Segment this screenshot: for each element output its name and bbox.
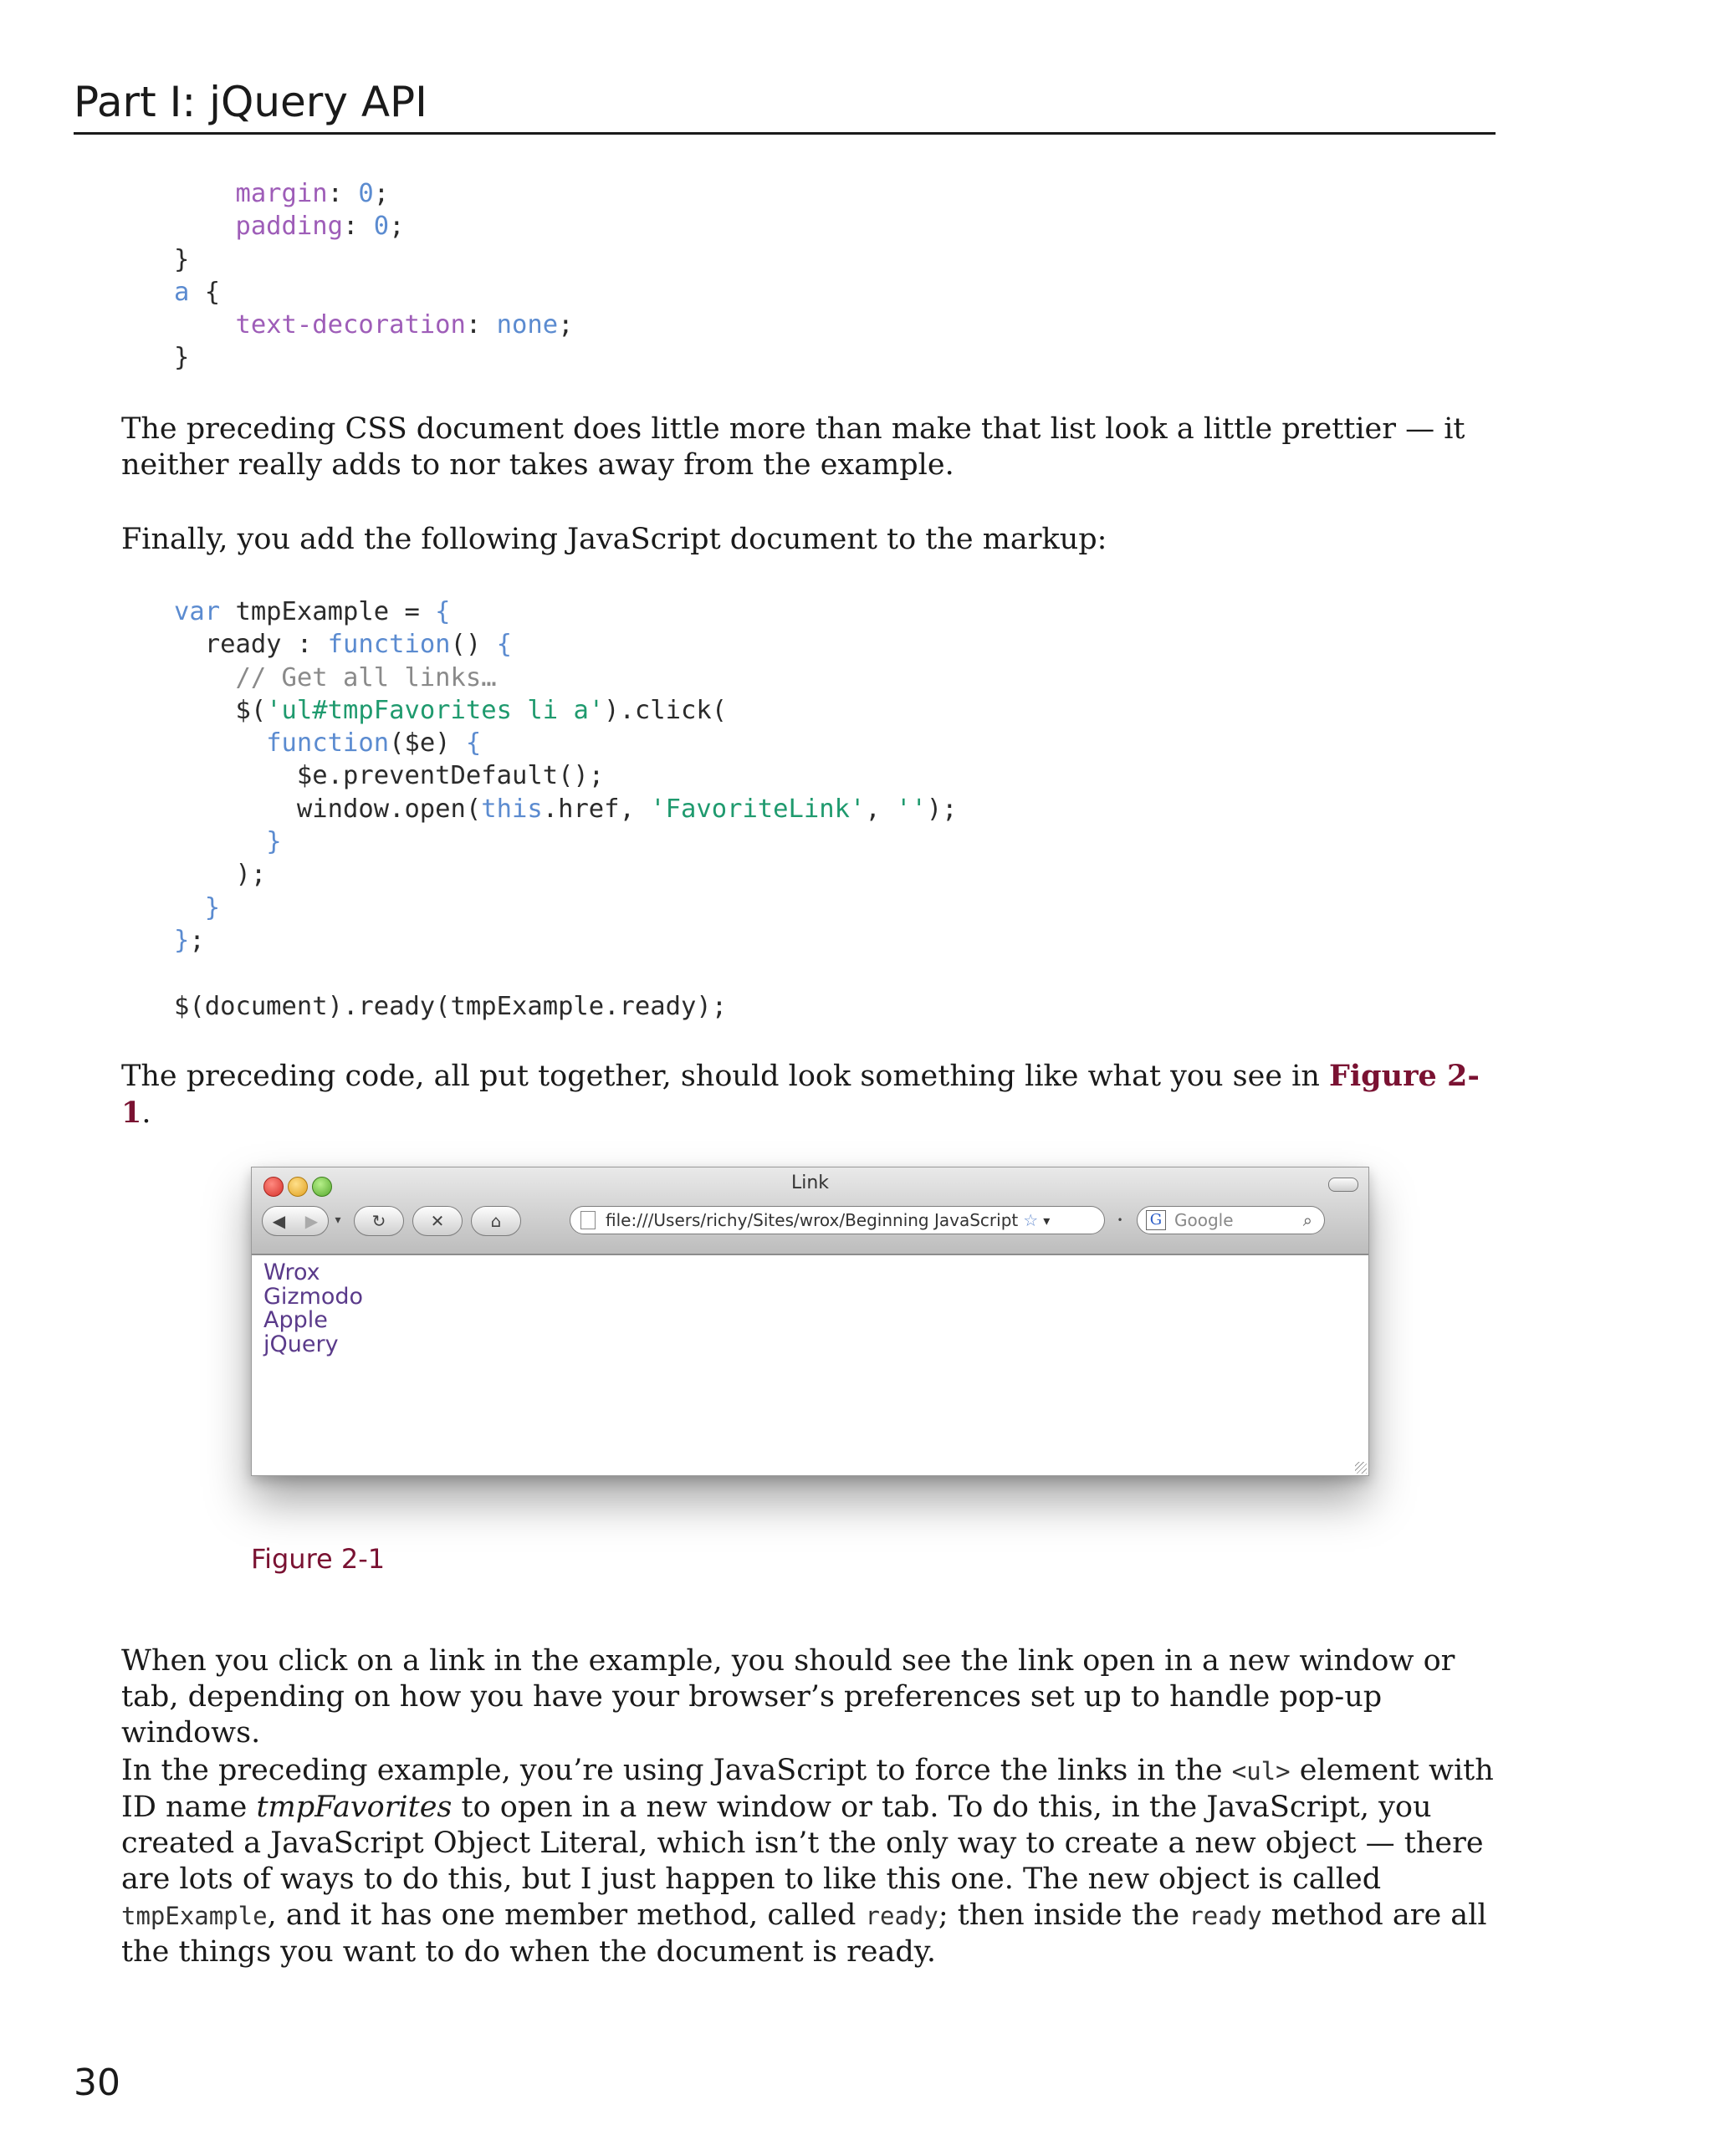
code-token: ready :	[174, 630, 328, 660]
code-token: }	[174, 925, 190, 955]
code-line	[174, 728, 481, 758]
p5-text-1: In the preceding example, you’re using JavaScript to force the links in the	[121, 1754, 1232, 1787]
page-number: 30	[74, 2061, 120, 2104]
code-line	[174, 860, 266, 889]
code-line	[174, 696, 727, 725]
code-token	[174, 893, 205, 922]
code-line	[174, 794, 958, 824]
code-token: ''	[896, 794, 927, 824]
code-token: ()	[450, 630, 497, 660]
code-line	[174, 926, 205, 955]
code-token: {	[189, 277, 221, 307]
code-token	[174, 827, 266, 856]
code-token: ;	[189, 925, 205, 955]
p5-code-ul: <ul>	[1231, 1757, 1291, 1786]
code-token: {	[496, 630, 513, 660]
p5-text-5: ; then inside the	[938, 1898, 1189, 1932]
code-token: 'ul#tmpFavorites li a'	[266, 695, 605, 725]
bookmark-star-icon[interactable]: ☆	[1023, 1210, 1039, 1230]
link-gizmodo[interactable]: Gizmodo	[263, 1283, 364, 1310]
history-dropdown-icon[interactable]: ▾	[335, 1213, 341, 1227]
code-token: ,	[865, 794, 897, 824]
search-box[interactable]	[1137, 1206, 1325, 1234]
code-token: {	[465, 728, 482, 759]
paragraph-intro-js: Finally, you add the following JavaScript document to the markup:	[121, 523, 1107, 556]
reload-button[interactable]	[354, 1206, 404, 1236]
code-token: text-decoration	[235, 310, 466, 340]
code-token	[174, 179, 235, 208]
home-button[interactable]	[471, 1206, 521, 1236]
separator-dot-icon: •	[1117, 1214, 1123, 1226]
code-token: 0	[358, 179, 374, 208]
window-title: Link	[790, 1173, 830, 1193]
paragraph-explanation	[121, 1753, 1501, 1970]
code-line	[174, 278, 220, 307]
code-token: }	[174, 244, 190, 274]
address-bar[interactable]	[570, 1206, 1105, 1234]
p5-code-tmpexample: tmpExample	[121, 1902, 268, 1930]
code-token: function	[266, 728, 390, 759]
code-line	[174, 310, 573, 340]
code-token: 'FavoriteLink'	[650, 794, 866, 824]
code-token: :	[327, 179, 359, 208]
code-token: {	[435, 597, 451, 626]
code-token: ;	[373, 179, 390, 208]
toolbar-toggle-button[interactable]	[1328, 1178, 1358, 1192]
code-line	[174, 245, 189, 274]
code-line	[174, 827, 282, 856]
header-title: Part I: jQuery API	[74, 78, 427, 126]
code-token	[174, 310, 235, 340]
code-token: :	[343, 212, 374, 242]
search-icon[interactable]: ⌕	[1302, 1210, 1312, 1230]
code-line	[174, 212, 404, 241]
code-token: ).click(	[604, 695, 728, 725]
code-token: ;	[389, 212, 405, 242]
code-token	[174, 663, 235, 692]
para3-end: .	[141, 1096, 151, 1130]
p5-text-6: method are all the things you want to do when the document is ready.	[121, 1898, 1487, 1969]
code-token: $(	[174, 695, 267, 725]
code-line	[174, 761, 604, 790]
browser-toolbar	[252, 1167, 1368, 1255]
code-token: var	[174, 597, 221, 626]
code-token: // Get all links…	[235, 662, 497, 692]
reload-icon: ↻	[371, 1211, 386, 1231]
code-token: );	[174, 860, 267, 890]
code-line	[174, 179, 389, 208]
code-line	[174, 597, 451, 626]
code-token	[174, 212, 235, 241]
css-code-block	[174, 177, 573, 375]
code-token: none	[496, 310, 559, 340]
code-token: ($e)	[389, 728, 466, 759]
page-icon	[580, 1211, 596, 1229]
p5-code-ready-1: ready	[865, 1902, 938, 1930]
code-line	[174, 992, 727, 1021]
paragraph-figure-intro	[121, 1058, 1501, 1132]
p5-code-ready-2: ready	[1189, 1902, 1262, 1930]
code-token: $e.preventDefault();	[174, 761, 605, 791]
resize-grip-icon[interactable]	[1355, 1462, 1367, 1474]
code-token: margin	[235, 179, 328, 208]
code-token: :	[465, 310, 497, 340]
code-token: ;	[558, 310, 574, 340]
code-token: .href,	[542, 794, 651, 824]
code-line	[174, 630, 512, 659]
code-token: }	[266, 827, 282, 857]
back-forward-buttons[interactable]	[262, 1206, 329, 1236]
code-token: padding	[235, 212, 343, 242]
running-header	[74, 77, 1496, 135]
url-dropdown-icon[interactable]: ▾	[1043, 1212, 1051, 1229]
code-token: function	[327, 630, 451, 660]
code-token	[174, 728, 266, 758]
code-token: }	[204, 892, 221, 922]
p5-text-3: to open in a new window or tab. To do this, in the JavaScript, you created a JavaScript Object Literal, which isn’t the only way to create a new object — there are lots of ways to do this, but I just happen to like this one. The new object is called	[121, 1791, 1484, 1896]
code-token: );	[926, 794, 958, 824]
code-token: window.open(	[174, 794, 482, 824]
code-token: a	[174, 277, 190, 307]
home-icon: ⌂	[490, 1211, 502, 1231]
link-wrox[interactable]: Wrox	[263, 1259, 320, 1285]
code-line	[174, 343, 189, 372]
paragraph-css-note: The preceding CSS document does little more than make that list look a little prettier — it neither really adds to nor takes away from the example.	[121, 412, 1465, 482]
paragraph-link-behavior: When you click on a link in the example, you should see the link open in a new window or tab, depending on how you have your browser’s preferences set up to handle pop-up windows.	[121, 1644, 1455, 1750]
link-jquery[interactable]: jQuery	[263, 1331, 339, 1357]
para3-text: The preceding code, all put together, should look something like what you see in	[121, 1060, 1330, 1093]
forward-arrow-icon[interactable]: ▶	[304, 1211, 319, 1231]
code-token: $(document).ready(tmpExample.ready);	[174, 991, 728, 1021]
figure-caption: Figure 2-1	[251, 1543, 386, 1575]
code-token: tmpExample =	[220, 597, 436, 626]
code-token: 0	[373, 212, 390, 242]
link-apple[interactable]: Apple	[263, 1307, 328, 1333]
code-line	[174, 893, 220, 922]
favorites-list	[263, 1261, 363, 1356]
address-text: file:///Users/richy/Sites/wrox/Beginning JavaScript	[606, 1210, 1019, 1230]
stop-button[interactable]	[412, 1206, 463, 1236]
js-code-block	[174, 595, 958, 1023]
google-engine-icon[interactable]: G	[1146, 1210, 1166, 1230]
back-arrow-icon[interactable]: ◀	[272, 1211, 286, 1231]
code-token: }	[174, 343, 190, 373]
stop-icon: ✕	[430, 1211, 445, 1231]
p5-text-4: , and it has one member method, called	[267, 1898, 866, 1932]
p5-em-tmpfavorites: tmpFavorites	[256, 1791, 453, 1824]
browser-screenshot-figure	[251, 1167, 1369, 1476]
search-placeholder: Google	[1174, 1210, 1234, 1230]
p5-text-2: element with ID name	[121, 1754, 1494, 1824]
code-line	[174, 663, 497, 692]
figure-reference-link[interactable]: Figure 2-1	[121, 1059, 1480, 1130]
code-token: this	[481, 794, 543, 824]
